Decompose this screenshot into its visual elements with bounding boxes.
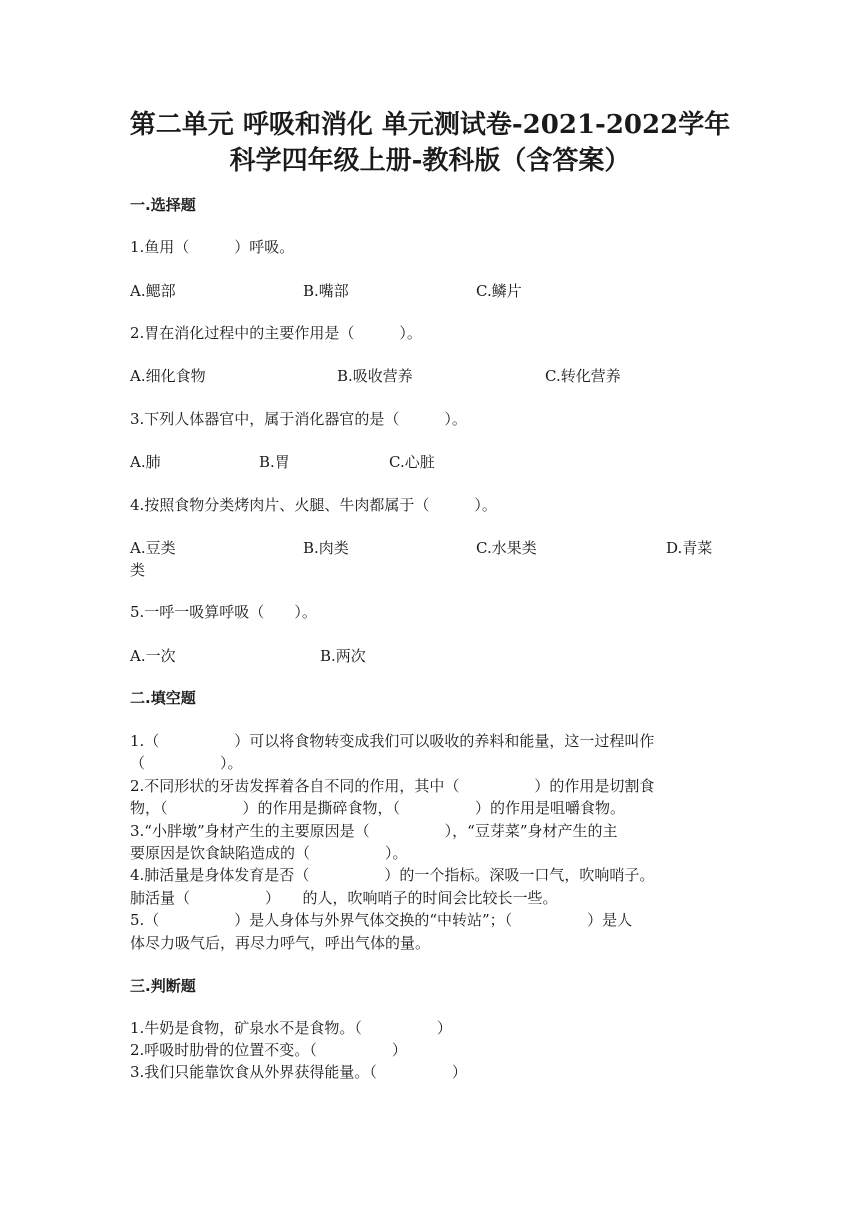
fill-4-line-1: 4.肺活量是身体发育是否（ ）的一个指标。深吸一口气，吹响哨子。: [130, 866, 655, 884]
section-heading-choice: 一.选择题: [130, 196, 196, 214]
q1-option-a: A.鳃部: [130, 282, 176, 300]
q3-option-b: B.胃: [259, 453, 290, 471]
fill-5-line-1: 5.（ ）是人身体与外界气体交换的“中转站”；（ ）是人: [130, 911, 633, 929]
q4-option-c: C.水果类: [476, 539, 537, 557]
q5-option-b: B.两次: [320, 647, 366, 665]
section-heading-judge: 三.判断题: [130, 977, 196, 995]
q2-option-b: B.吸收营养: [337, 367, 413, 385]
judge-1: 1.牛奶是食物，矿泉水不是食物。（ ）: [130, 1019, 452, 1037]
q3-option-a: A.肺: [130, 453, 161, 471]
fill-1-line-1: 1.（ ）可以将食物转变成我们可以吸收的养料和能量，这一过程叫作: [130, 732, 655, 750]
fill-3-line-1: 3.“小胖墩”身材产生的主要原因是（ ），“豆芽菜”身材产生的主: [130, 822, 618, 840]
question-5: 5.一呼一吸算呼吸（ ）。: [130, 603, 317, 621]
q5-option-a: A.一次: [130, 647, 176, 665]
q4-option-d: D.青菜: [666, 539, 713, 557]
q4-option-d-wrap: 类: [130, 561, 146, 579]
q1-option-b: B.嘴部: [303, 282, 349, 300]
question-2: 2.胃在消化过程中的主要作用是（ ）。: [130, 324, 422, 342]
q2-option-c: C.转化营养: [545, 367, 621, 385]
q2-option-a: A.细化食物: [130, 367, 206, 385]
section-heading-fill: 二.填空题: [130, 689, 196, 707]
fill-3-line-2: 要原因是饮食缺陷造成的（ ）。: [130, 844, 408, 862]
judge-3: 3.我们只能靠饮食从外界获得能量。（ ）: [130, 1063, 467, 1081]
judge-2: 2.呼吸时肋骨的位置不变。（ ）: [130, 1041, 407, 1059]
page-title-line-1: 第二单元 呼吸和消化 单元测试卷-2021-2022学年: [129, 110, 731, 140]
q4-option-a: A.豆类: [130, 539, 176, 557]
question-1: 1.鱼用（ ）呼吸。: [130, 238, 295, 256]
fill-2-line-1: 2.不同形状的牙齿发挥着各自不同的作用，其中（ ）的作用是切割食: [130, 777, 655, 795]
q4-option-b: B.肉类: [303, 539, 349, 557]
q1-option-c: C.鳞片: [476, 282, 522, 300]
question-4: 4.按照食物分类烤肉片、火腿、牛肉都属于（ ）。: [130, 496, 497, 514]
page-title-line-2: 科学四年级上册-教科版（含答案）: [229, 146, 631, 176]
fill-1-line-2: （ ）。: [130, 754, 243, 772]
fill-5-line-2: 体尽力吸气后，再尽力呼气，呼出气体的量。: [130, 934, 431, 952]
q3-option-c: C.心脏: [389, 453, 435, 471]
fill-4-line-2: 肺活量（ ） 的人，吹响哨子的时间会比较长一些。: [130, 889, 558, 907]
question-3: 3.下列人体器官中，属于消化器官的是（ ）。: [130, 410, 467, 428]
fill-2-line-2: 物，（ ）的作用是撕碎食物，（ ）的作用是咀嚼食物。: [130, 799, 626, 817]
